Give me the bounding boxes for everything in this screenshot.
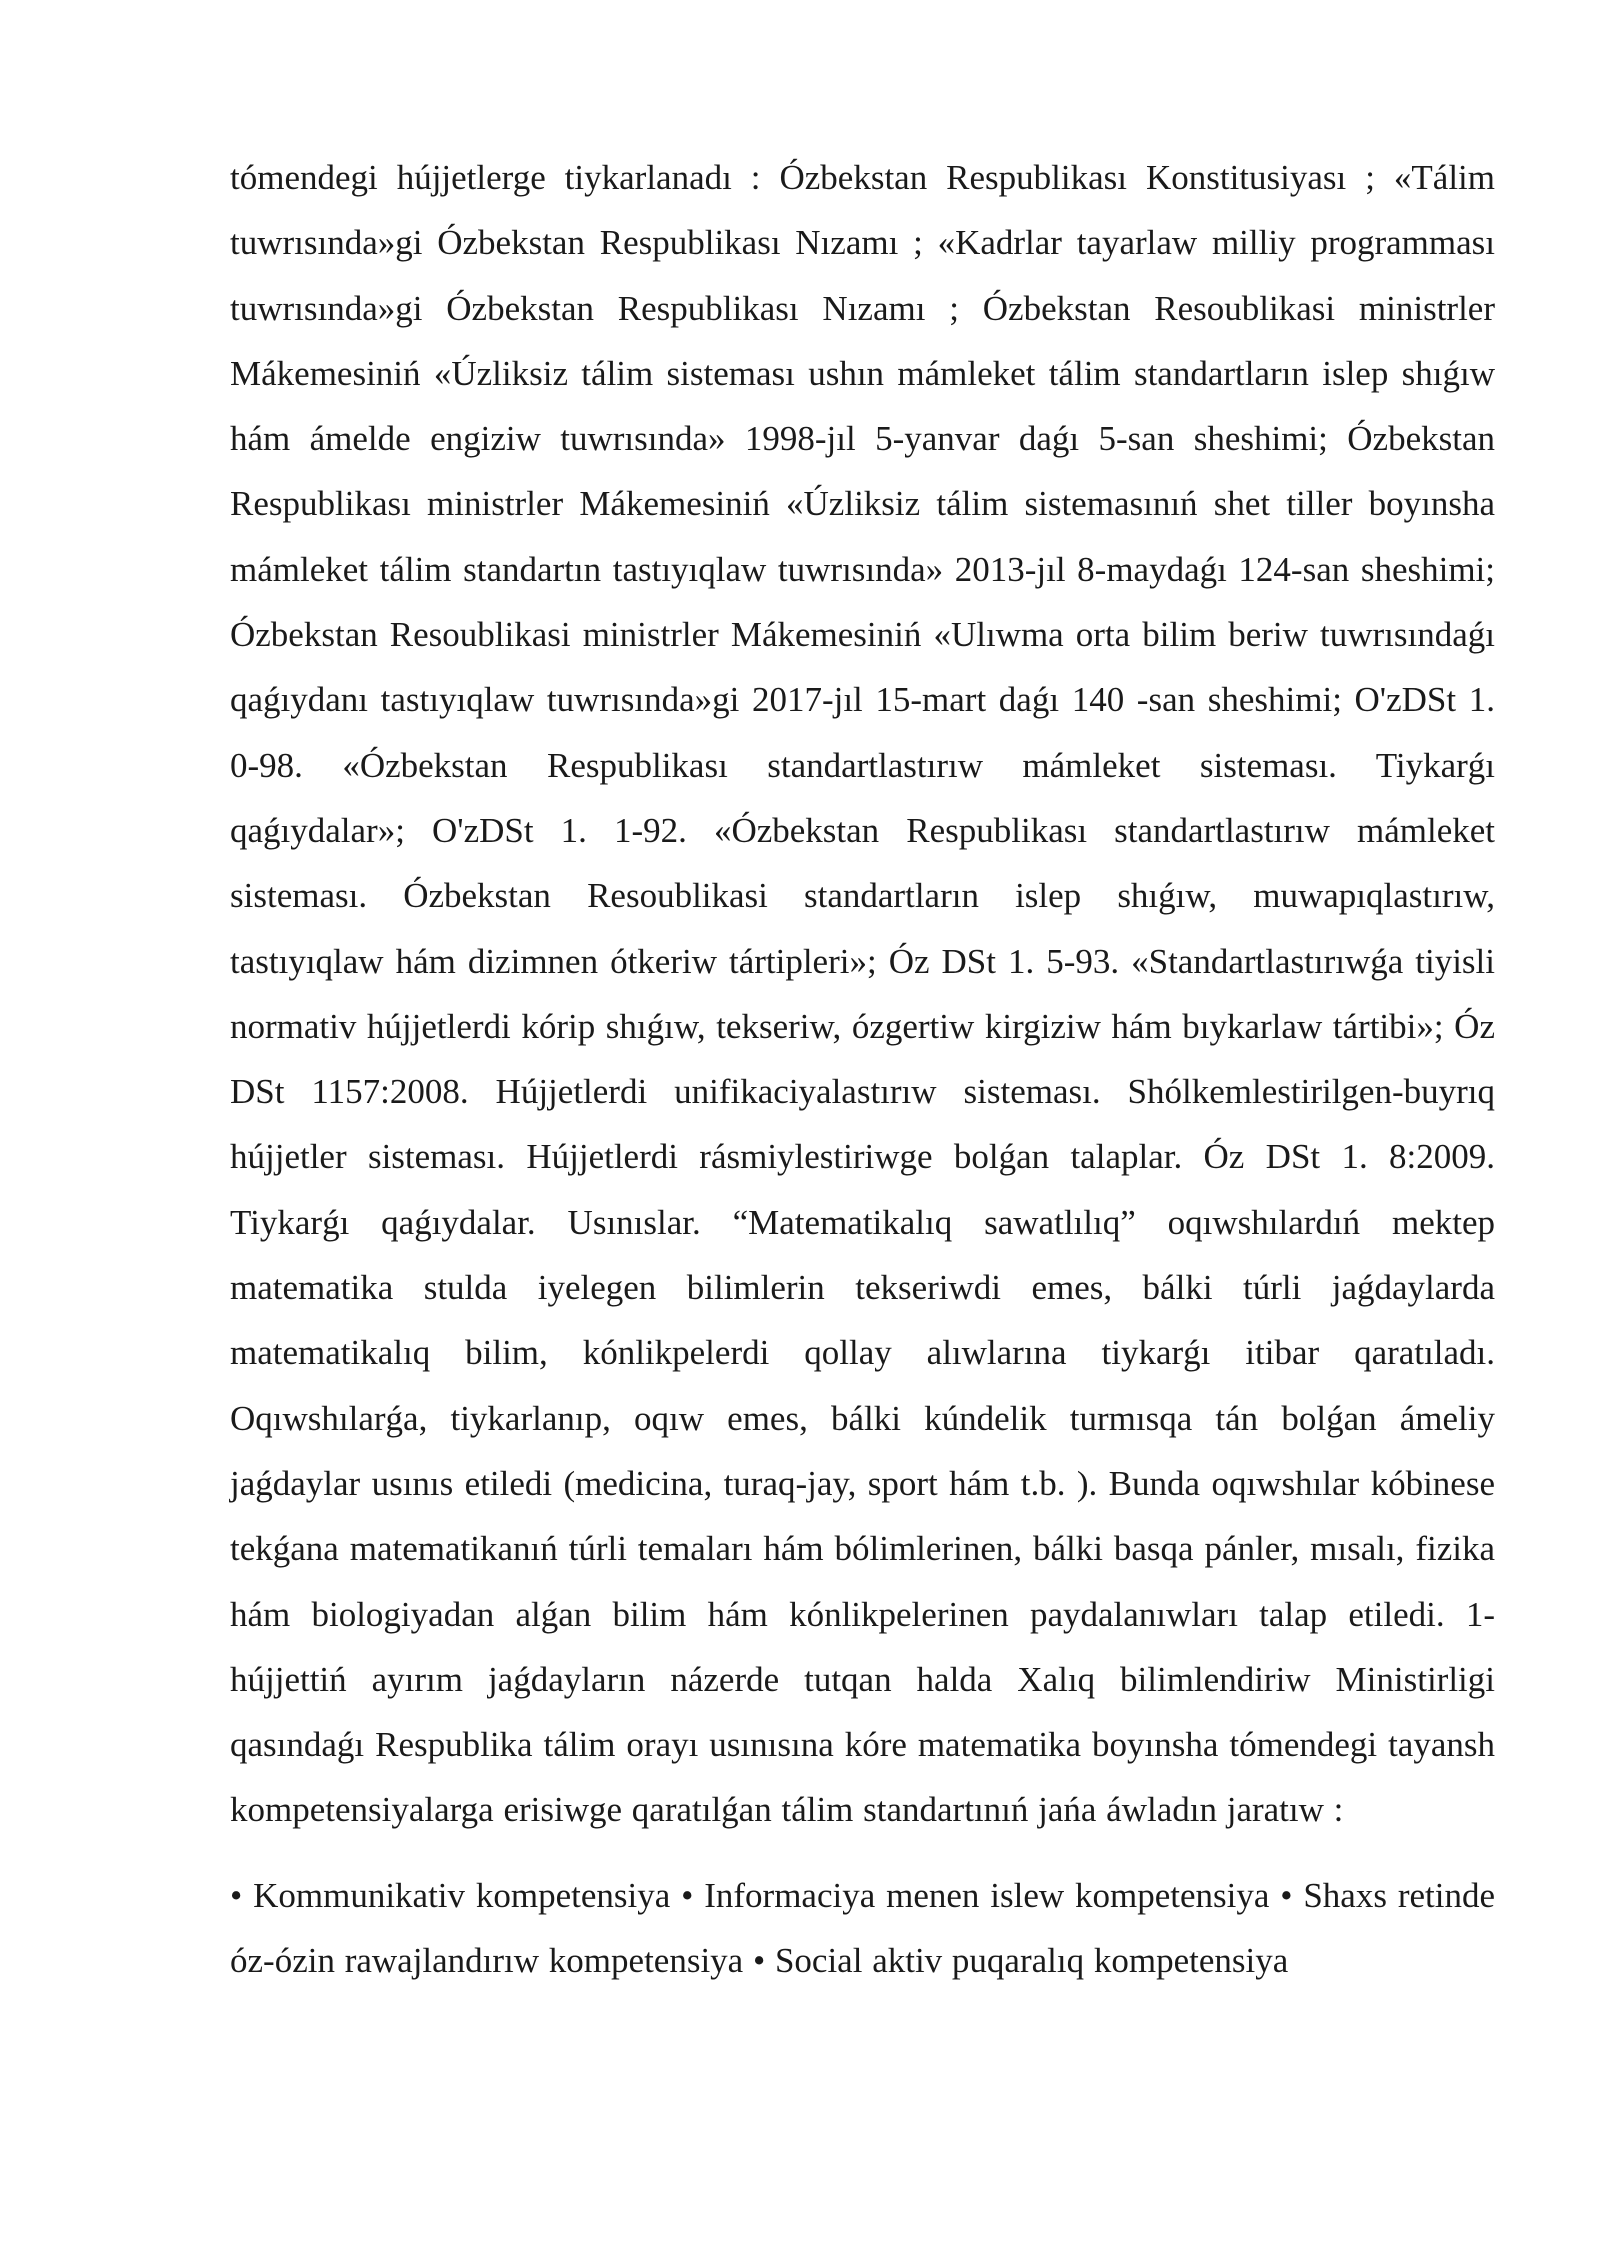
- competency-list-paragraph: • Kommunikativ kompetensiya • Informaciya menen islew kompetensiya • Shaxs retinde óz-ózin rawajlandırıw kompetensiya • Social aktiv puqaralıq kompetensiya: [230, 1875, 1495, 1981]
- body-paragraph: tómendegi hújjetlerge tiykarlanadı : Ózbekstan Respublikası Konstitusiyası ; «Tálim tuwrısında»gi Ózbekstan Respublikası Nızamı ; «Kadrlar tayarlaw milliy programması tuwrısında»gi Ózbekstan Respublikası Nızamı ; Ózbekstan Resoublikasi ministrler Mákemesiniń «Úzliksiz tálim sisteması ushın mámleket tálim standartların islep shıǵıw hám ámelde engiziw tuwrısında» 1998-jıl 5-yanvar daǵı 5-san sheshimi; Ózbekstan Respublikası ministrler Mákemesiniń «Úzliksiz tálim sistemasınıń shet tiller boyınsha mámleket tálim standartın tastıyıqlaw tuwrısında» 2013-jıl 8-maydaǵı 124-san sheshimi; Ózbekstan Resoublikasi ministrler Mákemesiniń «Ulıwma orta bilim beriw tuwrısındaǵı qaǵıydanı tastıyıqlaw tuwrısında»gi 2017-jıl 15-mart daǵı 140 -san sheshimi; O'zDSt 1. 0-98. «Ózbekstan Respublikası standartlastırıw mámleket sisteması. Tiykarǵı qaǵıydalar»; O'zDSt 1. 1-92. «Ózbekstan Respublikası standartlastırıw mámleket sisteması. Ózbekstan Resoublikasi standartların islep shıǵıw, muwapıqlastırıw, tastıyıqlaw hám dizimnen ótkeriw tártipleri»; Óz DSt 1. 5-93. «Standartlastırıwǵa tiyisli normativ hújjetlerdi kórip shıǵıw, tekseriw, ózgertiw kirgiziw hám bıykarlaw tártibi»; Óz DSt 1157:2008. Hújjetlerdi unifikaciyalastırıw sisteması. Shólkemlestirilgen-buyrıq hújjetler sisteması. Hújjetlerdi rásmiylestiriwge bolǵan talaplar. Óz DSt 1. 8:2009. Tiykarǵı qaǵıydalar. Usınıslar. “Matematikalıq sawatlılıq” oqıwshılardıń mektep matematika stulda iyelegen bilimlerin tekseriwdi emes, bálki túrli jaǵdaylarda matematikalıq bilim, kónlikpelerdi qollay alıwlarına tiykarǵı itibar qaratıladı. Oqıwshılarǵa, tiykarlanıp, oqıw emes, bálki kúndelik turmısqa tán bolǵan ámeliy jaǵdaylar usınıs etiledi (medicina, turaq-jay, sport hám t.b. ). Bunda oqıwshılar kóbinese tekǵana matematikanıń túrli temaları hám bólimlerinen, bálki basqa pánler, mısalı, fizika hám biologiyadan alǵan bilim hám kónlikpelerinen paydalanıwları talap etiledi. 1-hújjettiń ayırım jaǵdayların názerde tutqan halda Xalıq bilimlendiriw Ministirligi qasındaǵı Respublika tálim orayı usınısına kóre matematika boyınsha tómendegi tayansh kompetensiyalarga erisiwge qaratılǵan tálim standartınıń jańa áwladın jaratıw :: [230, 158, 1495, 1830]
- document-page: [230, 145, 1495, 1993]
